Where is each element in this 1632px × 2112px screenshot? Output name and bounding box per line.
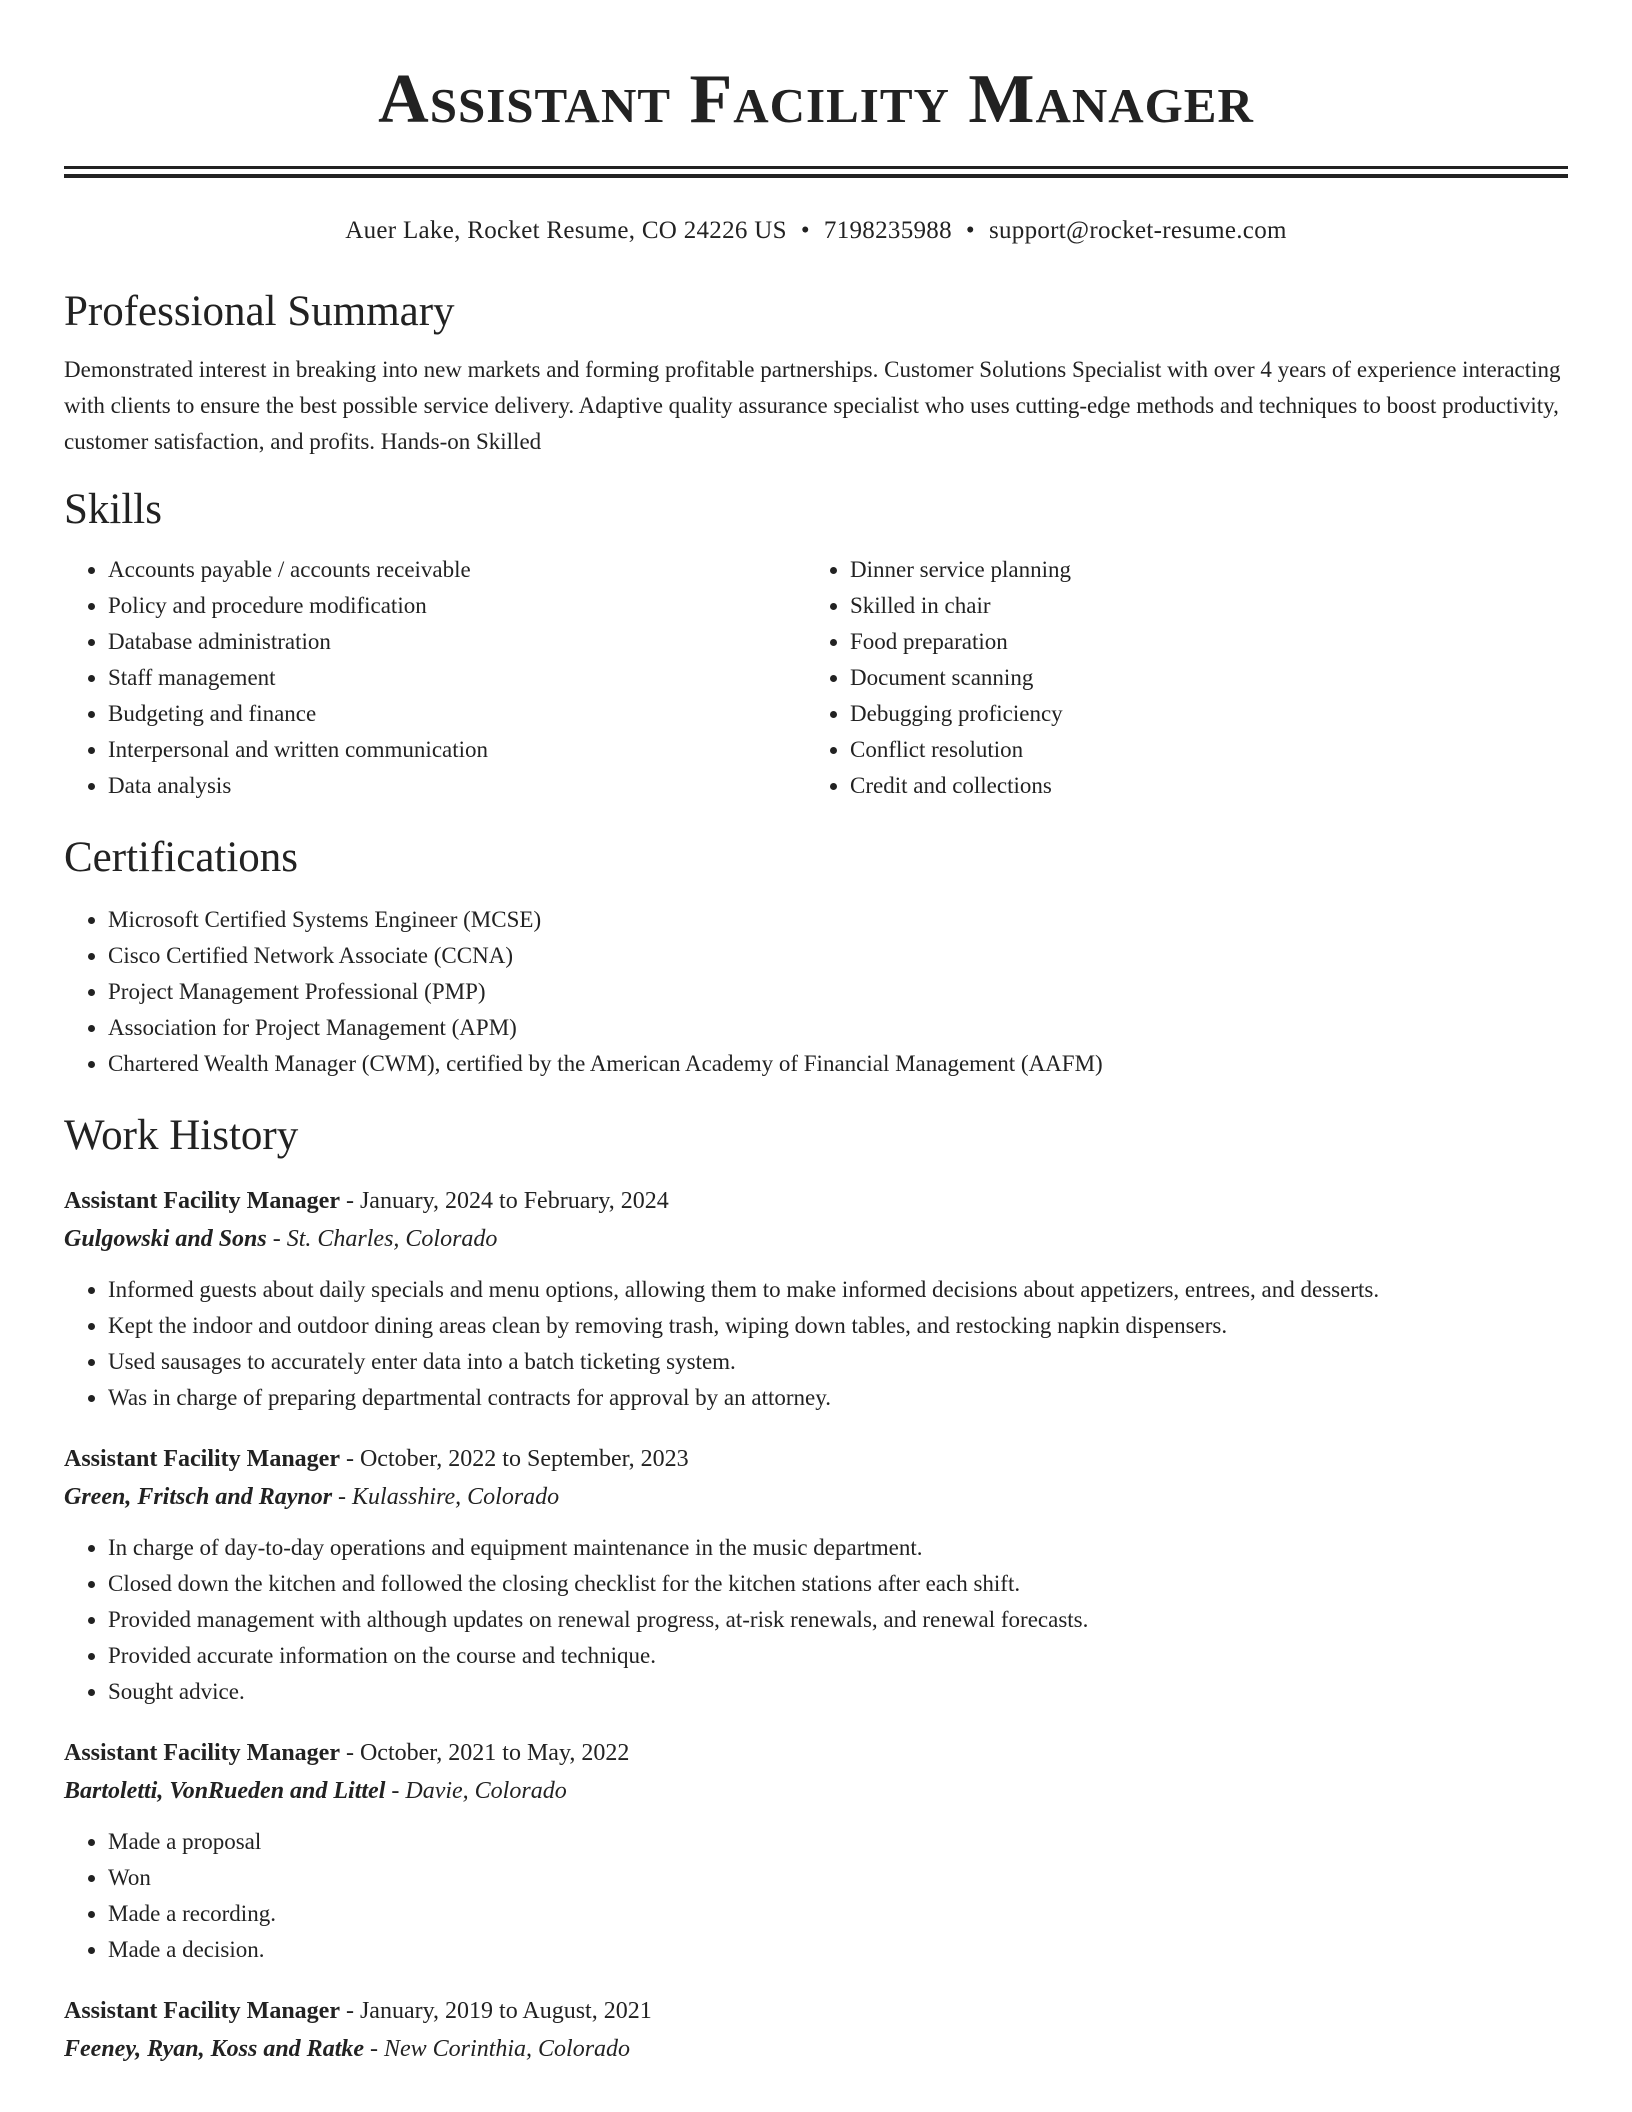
job-dates: - January, 2024 to February, 2024 bbox=[339, 1188, 669, 1214]
certification-item: • Chartered Wealth Manager (CWM), certified by the American Academy of Financial Management (AAFM) bbox=[108, 1046, 1568, 1082]
job-bullet: • Made a decision. bbox=[108, 1932, 1568, 1968]
job-company-line bbox=[64, 2030, 1568, 2068]
skill-item: • Credit and collections bbox=[850, 768, 1548, 804]
job-bullet-list bbox=[64, 1530, 1568, 1710]
job-bullet: • Made a recording. bbox=[108, 1896, 1568, 1932]
skill-item: • Budgeting and finance bbox=[108, 696, 806, 732]
job-company: Green, Fritsch and Raynor bbox=[64, 1484, 333, 1510]
job-bullet-list bbox=[64, 1272, 1568, 1416]
skills-grid bbox=[64, 552, 1568, 804]
job-entry bbox=[64, 1182, 1568, 1416]
certification-item: • Association for Project Management (APM) bbox=[108, 1010, 1568, 1046]
job-dates: - October, 2022 to September, 2023 bbox=[339, 1446, 689, 1472]
job-company: Gulgowski and Sons bbox=[64, 1226, 267, 1252]
summary-heading: Professional Summary bbox=[64, 288, 455, 335]
job-bullet: • Informed guests about daily specials and menu options, allowing them to make informed decisions about appetizers, entrees, and desserts. bbox=[108, 1272, 1568, 1308]
job-title-line bbox=[64, 1992, 1568, 2030]
skill-item: • Conflict resolution bbox=[850, 732, 1548, 768]
job-title-line bbox=[64, 1440, 1568, 1478]
skills-column-left bbox=[64, 552, 806, 804]
certification-item: • Microsoft Certified Systems Engineer (MCSE) bbox=[108, 902, 1568, 938]
skill-item: • Dinner service planning bbox=[850, 552, 1548, 588]
contact-separator: • bbox=[965, 217, 975, 244]
contact-address: Auer Lake, Rocket Resume, CO 24226 US bbox=[345, 217, 787, 244]
certification-item: • Project Management Professional (PMP) bbox=[108, 974, 1568, 1010]
job-company-line bbox=[64, 1478, 1568, 1516]
resume-title: Assistant Facility Manager bbox=[378, 61, 1254, 138]
job-location: - New Corinthia, Colorado bbox=[364, 2036, 631, 2062]
job-bullet: • Was in charge of preparing departmental contracts for approval by an attorney. bbox=[108, 1380, 1568, 1416]
skill-item: • Food preparation bbox=[850, 624, 1548, 660]
job-title-line bbox=[64, 1734, 1568, 1772]
job-bullet: • In charge of day-to-day operations and equipment maintenance in the music department. bbox=[108, 1530, 1568, 1566]
job-role: Assistant Facility Manager bbox=[64, 1740, 340, 1766]
job-bullet: • Kept the indoor and outdoor dining areas clean by removing trash, wiping down tables, and restocking napkin dispensers. bbox=[108, 1308, 1568, 1344]
job-bullet: • Provided management with although updates on renewal progress, at-risk renewals, and renewal forecasts. bbox=[108, 1602, 1568, 1638]
job-bullet-list bbox=[64, 1824, 1568, 1968]
job-location: - Kulasshire, Colorado bbox=[332, 1484, 560, 1510]
skill-item: • Document scanning bbox=[850, 660, 1548, 696]
job-company: Bartoletti, VonRueden and Littel bbox=[64, 1778, 386, 1804]
job-bullet: • Used sausages to accurately enter data into a batch ticketing system. bbox=[108, 1344, 1568, 1380]
job-entry bbox=[64, 1992, 1568, 2068]
contact-phone: 7198235988 bbox=[823, 217, 952, 244]
skill-item: • Database administration bbox=[108, 624, 806, 660]
certifications-list bbox=[64, 902, 1568, 1082]
job-bullet: • Won bbox=[108, 1860, 1568, 1896]
skill-item: • Interpersonal and written communication bbox=[108, 732, 806, 768]
contact-separator: • bbox=[800, 217, 810, 244]
job-company-line bbox=[64, 1220, 1568, 1258]
job-role: Assistant Facility Manager bbox=[64, 1446, 340, 1472]
skill-item: • Accounts payable / accounts receivable bbox=[108, 552, 806, 588]
skill-item: • Policy and procedure modification bbox=[108, 588, 806, 624]
job-bullet: • Made a proposal bbox=[108, 1824, 1568, 1860]
job-bullet: • Closed down the kitchen and followed the closing checklist for the kitchen stations after each shift. bbox=[108, 1566, 1568, 1602]
job-company: Feeney, Ryan, Koss and Ratke bbox=[64, 2036, 365, 2062]
job-role: Assistant Facility Manager bbox=[64, 1188, 340, 1214]
job-role: Assistant Facility Manager bbox=[64, 1998, 340, 2024]
skills-list-right bbox=[806, 552, 1548, 804]
skills-list-left bbox=[64, 552, 806, 804]
job-entry bbox=[64, 1734, 1568, 1968]
skills-column-right bbox=[806, 552, 1548, 804]
skill-item: • Data analysis bbox=[108, 768, 806, 804]
work-history-heading: Work History bbox=[64, 1112, 299, 1159]
contact-email: support@rocket-resume.com bbox=[988, 217, 1287, 244]
job-location: - Davie, Colorado bbox=[385, 1778, 567, 1804]
job-dates: - January, 2019 to August, 2021 bbox=[339, 1998, 652, 2024]
skill-item: • Debugging proficiency bbox=[850, 696, 1548, 732]
job-bullet: • Provided accurate information on the course and technique. bbox=[108, 1638, 1568, 1674]
contact-line bbox=[64, 214, 1568, 248]
skill-item: • Staff management bbox=[108, 660, 806, 696]
certifications-heading: Certifications bbox=[64, 834, 299, 881]
job-title-line bbox=[64, 1182, 1568, 1220]
certification-item: • Cisco Certified Network Associate (CCNA) bbox=[108, 938, 1568, 974]
skill-item: • Skilled in chair bbox=[850, 588, 1548, 624]
summary-text: Demonstrated interest in breaking into new markets and forming profitable partnerships. Customer Solutions Specialist with over 4 years of experience interacting with clients to ensure the best possible service delivery. Adaptive quality assurance specialist who uses cutting-edge methods and techniques to boost productivity, customer satisfaction, and profits. Hands-on Skilled bbox=[64, 357, 1561, 454]
job-location: - St. Charles, Colorado bbox=[266, 1226, 498, 1252]
title-double-rule bbox=[64, 166, 1568, 178]
skills-heading: Skills bbox=[64, 486, 162, 533]
job-entry bbox=[64, 1440, 1568, 1710]
job-bullet: • Sought advice. bbox=[108, 1674, 1568, 1710]
job-company-line bbox=[64, 1772, 1568, 1810]
job-dates: - October, 2021 to May, 2022 bbox=[339, 1740, 630, 1766]
